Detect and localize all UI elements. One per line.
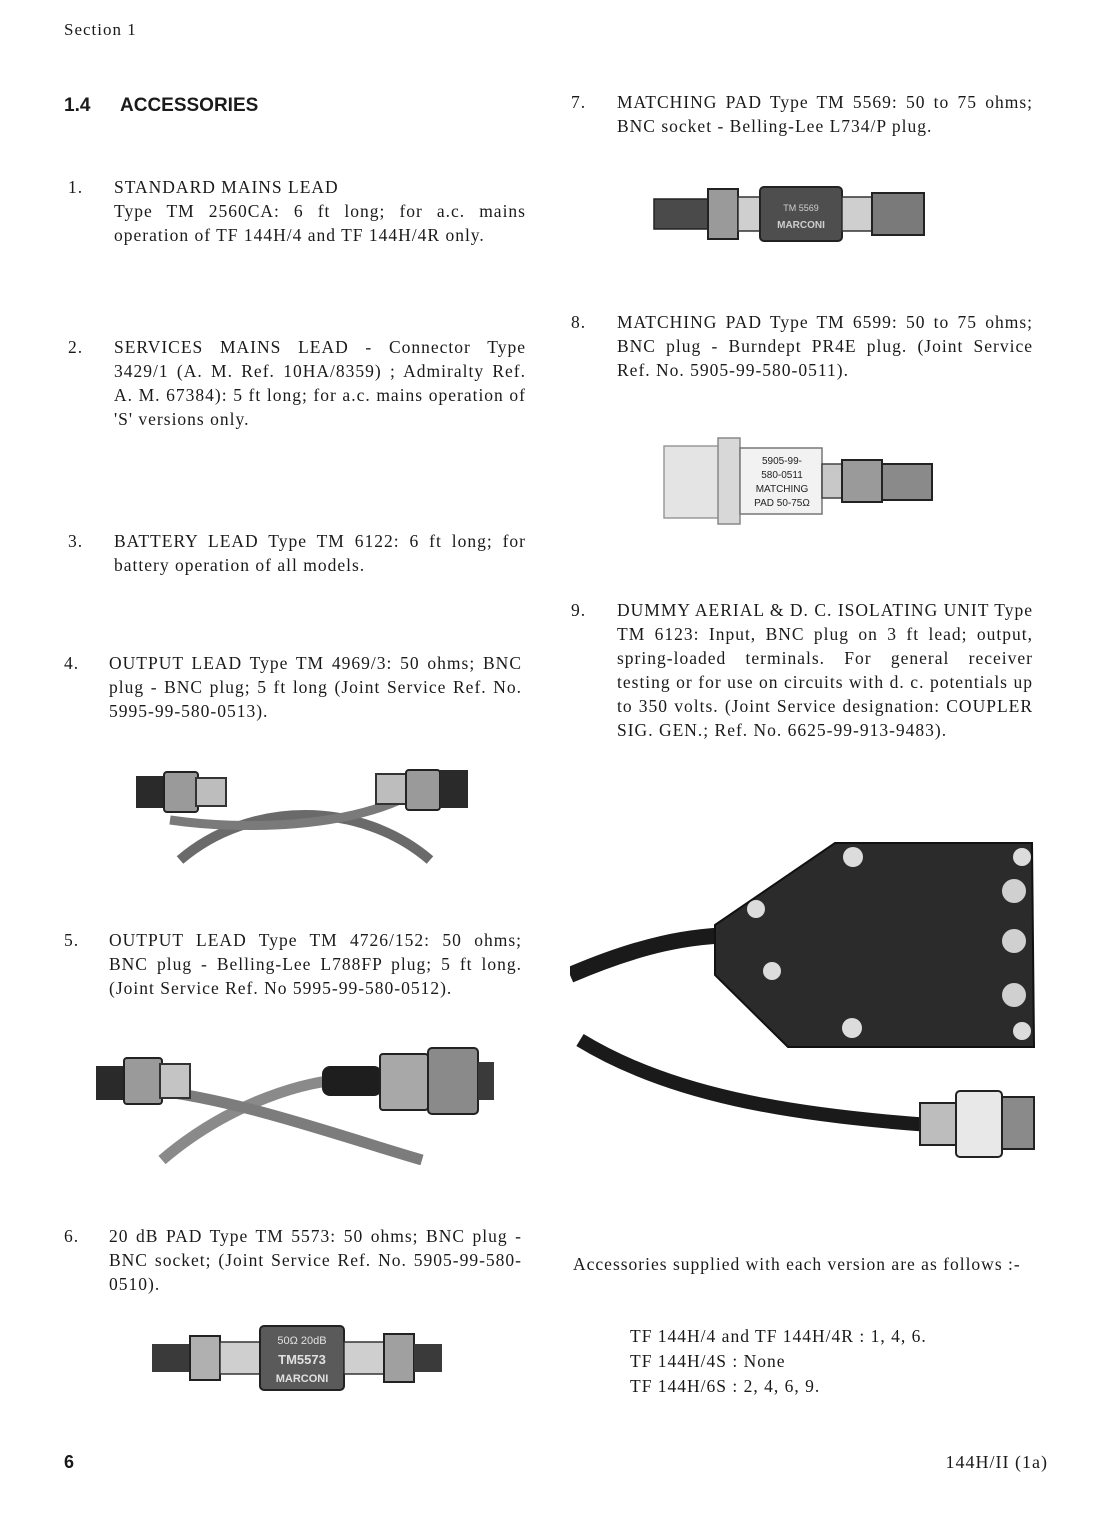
item-text: SERVICES MAINS LEAD - Connector Type 3429/1 (A. M. Ref. 10HA/8359) ; Admiralty Ref. A. M. 67384): 5 ft long; for a.c. mains operation of 'S' versions only.	[114, 337, 526, 429]
item-number: 8.	[571, 312, 587, 332]
item-text: MATCHING PAD Type TM 5569: 50 to 75 ohms; BNC socket - Belling-Lee L734/P plug.	[617, 92, 1033, 136]
document-ref: 144H/II (1a)	[945, 1452, 1048, 1472]
item-number: 6.	[64, 1226, 80, 1246]
pad-label-3: MARCONI	[275, 1373, 329, 1385]
item-text: OUTPUT LEAD Type TM 4726/152: 50 ohms; BNC plug - Belling-Lee L788FP plug; 5 ft long. (Joint Service Ref. No 5995-99-580-0512).	[109, 930, 522, 998]
item-text: MATCHING PAD Type TM 6599: 50 to 75 ohms; BNC plug - Burndept PR4E plug. (Joint Service Ref. No. 5905-99-580-0511).	[617, 312, 1033, 380]
accessory-item-2	[68, 335, 528, 465]
matching-pad-5569-photo	[652, 183, 927, 245]
page-number: 6	[64, 1452, 75, 1472]
item-text: STANDARD MAINS LEAD Type TM 2560CA: 6 ft long; for a.c. mains operation of TF 144H/4 and TF 144H/4R only.	[114, 177, 526, 245]
item-number: 3.	[68, 531, 84, 551]
supplied-line: TF 144H/6S : 2, 4, 6, 9.	[630, 1376, 821, 1396]
item-text: 20 dB PAD Type TM 5573: 50 ohms; BNC plug - BNC socket; (Joint Service Ref. No. 5905-99-580-0510).	[109, 1226, 522, 1294]
dummy-aerial-unit-photo	[570, 835, 1040, 1165]
accessory-item-7	[571, 90, 1037, 170]
supplied-list	[630, 1324, 1050, 1399]
pad-label-4: PAD 50-75Ω	[754, 498, 810, 509]
heading-title: ACCESSORIES	[120, 95, 259, 116]
item-number: 7.	[571, 92, 587, 112]
section-heading	[64, 95, 258, 117]
pad-label-1: 50Ω 20dB	[277, 1335, 327, 1347]
accessory-item-6	[64, 1224, 528, 1304]
accessory-item-5	[64, 928, 528, 1028]
heading-number: 1.4	[64, 95, 91, 116]
supplied-intro-text: Accessories supplied with each version are as follows :-	[573, 1254, 1021, 1274]
pad-label-2: MARCONI	[777, 220, 825, 231]
pad-label-3: MATCHING	[755, 484, 809, 495]
matching-pad-6599-photo	[662, 434, 940, 526]
item-number: 4.	[64, 653, 80, 673]
pad-label-1: TM 5569	[783, 203, 819, 213]
accessory-item-8	[571, 310, 1037, 410]
item-number: 9.	[571, 600, 587, 620]
accessory-item-1	[68, 175, 528, 275]
output-lead-photo	[130, 760, 480, 865]
db-pad-photo	[150, 1320, 445, 1395]
item-number: 2.	[68, 337, 84, 357]
pad-label-2: 580-0511	[761, 470, 803, 481]
supplied-line: TF 144H/4S : None	[630, 1351, 786, 1371]
item-text: DUMMY AERIAL & D. C. ISOLATING UNIT Type TM 6123: Input, BNC plug on 3 ft lead; output, spring-loaded terminals. For general receiver testing or for use on circuits with d. c. potentials up to 350 volts. (Joint Service designation: COUPLER SIG. GEN.; Ref. No. 6625-99-913-9483).	[617, 600, 1033, 740]
accessory-item-9	[571, 598, 1037, 798]
item-text: OUTPUT LEAD Type TM 4969/3: 50 ohms; BNC plug - BNC plug; 5 ft long (Joint Service Ref. No. 5995-99-580-0513).	[109, 653, 522, 721]
pad-label-1: 5905-99-	[761, 456, 803, 467]
item-text: BATTERY LEAD Type TM 6122: 6 ft long; for battery operation of all models.	[114, 531, 526, 575]
accessory-item-3	[68, 529, 528, 589]
supplied-line: TF 144H/4 and TF 144H/4R : 1, 4, 6.	[630, 1326, 927, 1346]
output-lead-belling-lee-photo	[92, 1040, 502, 1165]
section-label: Section 1	[64, 20, 137, 39]
pad-label-2: TM5573	[278, 1352, 326, 1367]
item-number: 1.	[68, 177, 84, 197]
item-number: 5.	[64, 930, 80, 950]
accessory-item-4	[64, 651, 528, 751]
supplied-intro	[573, 1252, 1037, 1304]
